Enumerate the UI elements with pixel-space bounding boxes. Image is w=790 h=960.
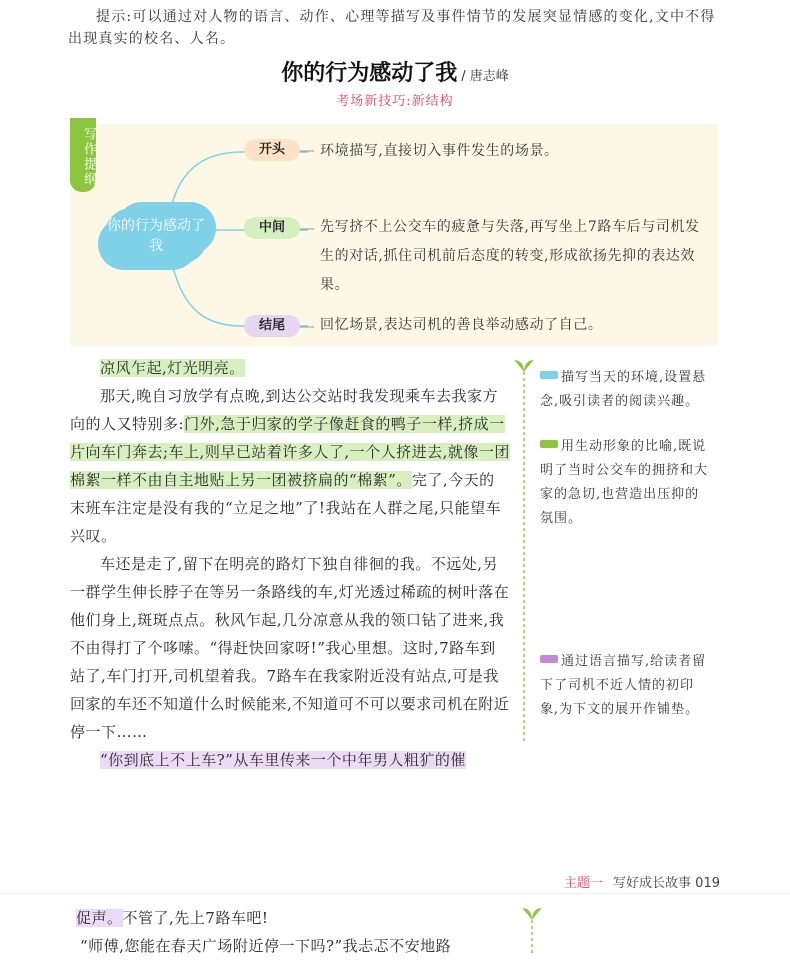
next-line-2: “师傅,您能在春天广场附近停一下吗?”我忐忑不安地路 (80, 937, 452, 955)
note-3 (540, 650, 710, 722)
note-3-text: 通过语言描写,给读者留下了司机不近人情的初印象,为下文的展开作铺垫。 (540, 654, 707, 717)
essay-title-block (0, 56, 790, 87)
sprout-icon (514, 360, 534, 372)
technique-subtitle: 考场新技巧:新结构 (336, 94, 454, 109)
highlight-4: 促声。 (76, 909, 123, 927)
arrow-blue-icon (540, 371, 558, 379)
arrow-green-icon (540, 440, 558, 448)
note-1 (540, 366, 710, 414)
outline-tag: 写作提纲 (70, 118, 96, 192)
margin-divider-next (522, 906, 542, 953)
next-line-1 (76, 904, 516, 932)
outline-text-begin: 环境描写,直接切入事件发生的场景。 (320, 143, 559, 159)
note-2-text: 用生动形象的比喻,既说明了当时公交车的拥挤和大家的急切,也营造出压抑的氛围。 (540, 439, 709, 526)
essay-title: 你的行为感动了我 (281, 61, 458, 86)
paragraph-2-end: 完了,今天的末班车注定是没有我的“立足之地”了!我站在人群之尾,只能望车兴叹。 (70, 471, 502, 545)
margin-divider (514, 358, 534, 746)
writing-tip: 提示:可以通过对人物的语言、动作、心理等描写及事件情节的发展突显情感的变化,文中不得出现真实的校名、人名。 (68, 9, 716, 47)
note-2 (540, 435, 710, 531)
highlight-1: 凉风乍起,灯光明亮。 (100, 359, 245, 377)
footer-section: 主题一 (564, 876, 604, 891)
outline-text-middle: 先写挤不上公交车的疲惫与失落,再写坐上7路车后与司机发生的对话,抓住司机前后态度的转变,形成欲扬先抑的表达效果。 (320, 219, 700, 293)
highlight-3: “你到底上不上车?”从车里传来一个中年男人粗犷的催 (100, 751, 466, 769)
paragraph-1 (70, 354, 510, 382)
outline-label-end: 结尾 (244, 315, 300, 337)
essay-author: / 唐志峰 (461, 69, 509, 84)
footer-title: 写好成长故事 (613, 876, 692, 891)
page-footer (564, 872, 720, 891)
page-number: 019 (695, 876, 720, 891)
outline-center-cloud: 你的行为感动了我 (104, 208, 208, 264)
outline-label-middle: 中间 (244, 217, 300, 239)
sprout-icon-next (522, 908, 542, 920)
paragraph-4 (70, 746, 510, 774)
essay-body (70, 354, 510, 774)
paragraph-2-start: 那天,晚自习放学有点晚,到达公交站时我发现乘车去我家方向的人又特别多: (70, 387, 499, 433)
arrow-purple-icon (540, 655, 558, 663)
page-break (0, 893, 790, 894)
next-page-body (76, 904, 516, 960)
note-1-text: 描写当天的环境,设置悬念,吸引读者的阅读兴趣。 (540, 370, 707, 409)
paragraph-3: 车还是走了,留下在明亮的路灯下独自徘徊的我。不远处,另一群学生伸长脖子在等另一条路线的车,灯光透过稀疏的树叶落在他们身上,斑斑点点。秋风乍起,几分凉意从我的领口钻了进来,我不由得打了个哆嗦。“得赶快回家呀!”我心里想。这时,7路车到站了,车门打开,司机望着我。7路车在我家附近没有站点,可是我回家的车还不知道什么时候能来,不知道可不可以要求司机在附近停一下…… (70, 555, 510, 741)
outline-label-begin: 开头 (244, 139, 300, 161)
highlight-2: 门外,急于归家的学子像赶食的鸭子一样,挤成一片向车门奔去;车上,则早已站着许多人了,一个人挤进去,就像一团棉絮一样不由自主地贴上另一团被挤扁的“棉絮”。 (70, 415, 510, 489)
paragraph-2 (70, 382, 510, 550)
connector-begin (170, 152, 308, 212)
outline-text-end: 回忆场景,表达司机的善良举动感动了自己。 (320, 317, 603, 333)
next-line-1-text: 不管了,先上7路车吧! (122, 909, 269, 927)
